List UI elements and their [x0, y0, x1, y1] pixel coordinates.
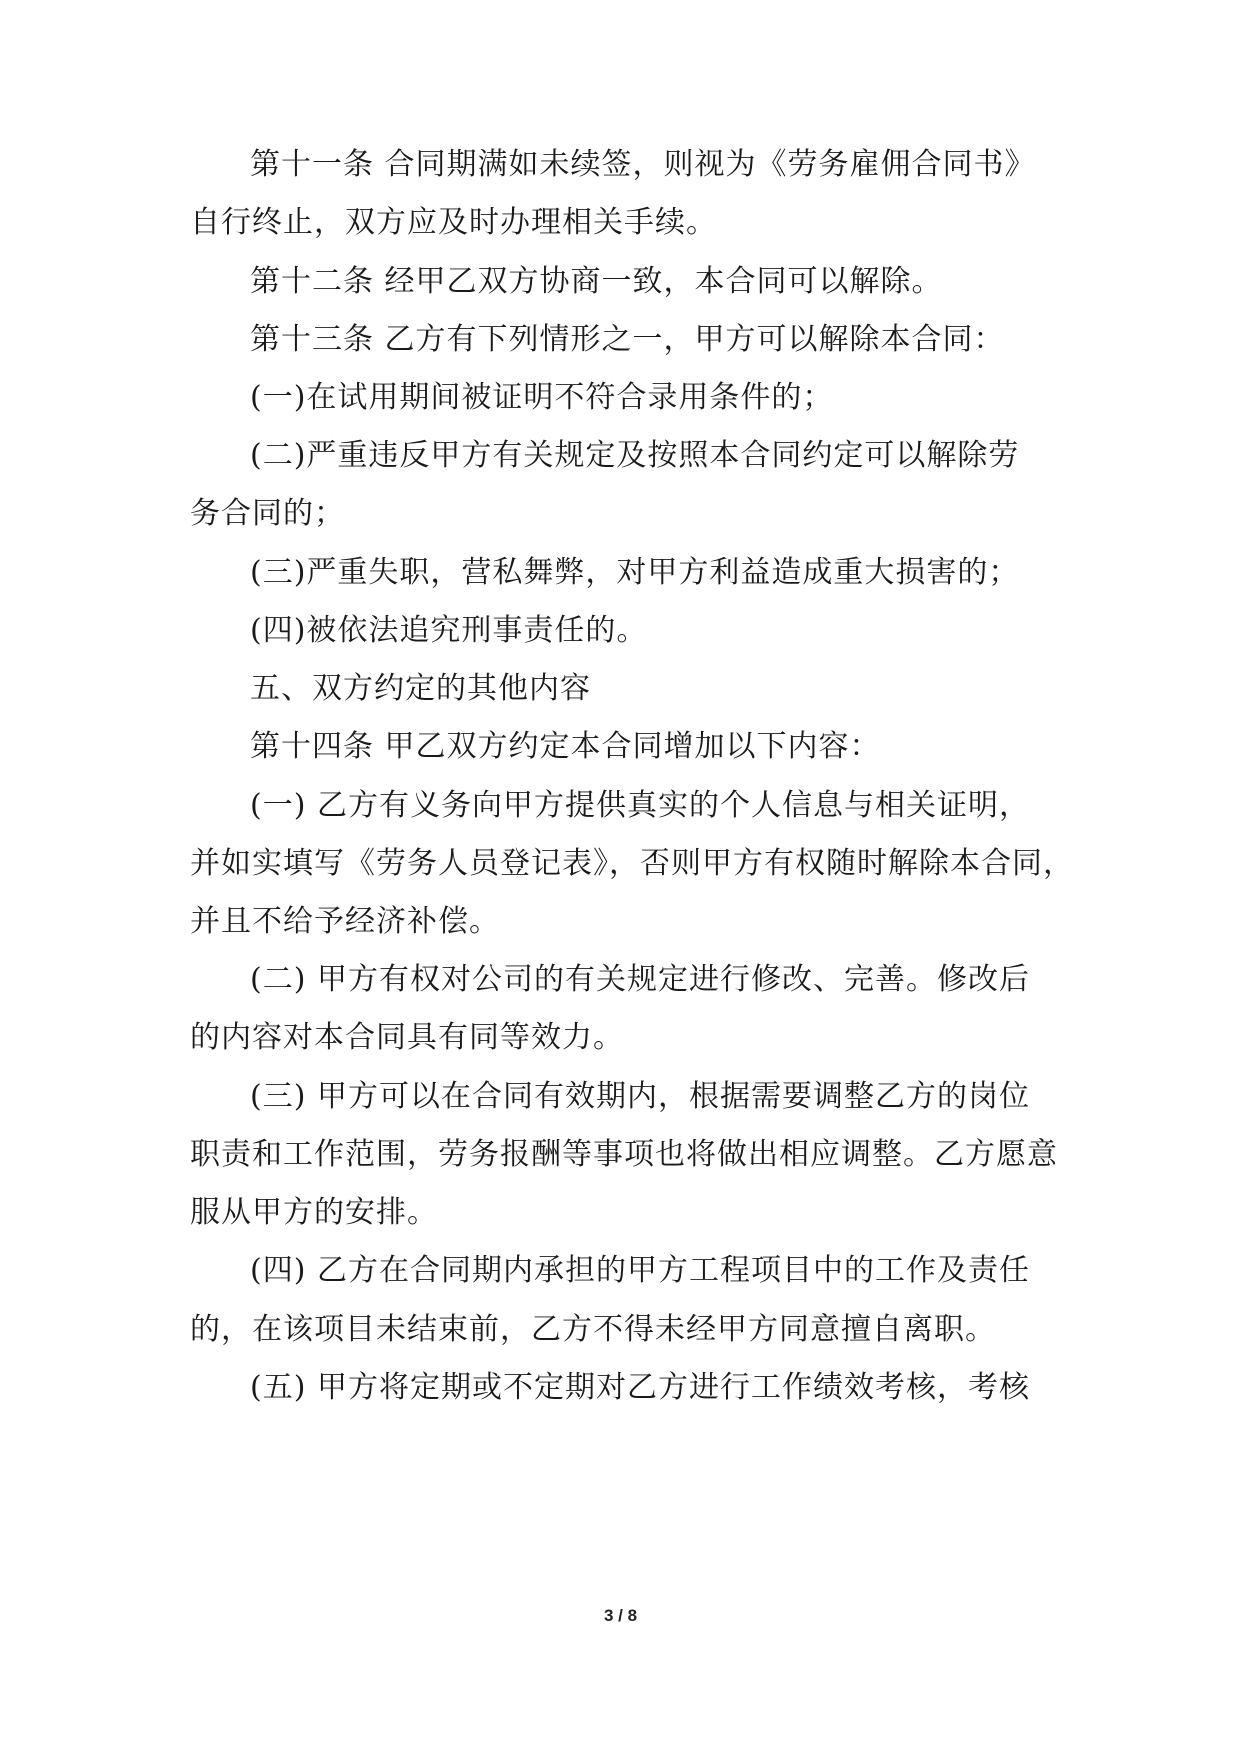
- paragraph-line: (三) 甲方可以在合同有效期内，根据需要调整乙方的岗位: [250, 1079, 1030, 1114]
- paragraph-line: 职责和工作范围，劳务报酬等事项也将做出相应调整。乙方愿意: [190, 1137, 1058, 1172]
- paragraph-line: 的，在该项目未结束前，乙方不得未经甲方同意擅自离职。: [190, 1312, 996, 1347]
- paragraph-line: (五) 甲方将定期或不定期对乙方进行工作绩效考核，考核: [250, 1370, 1030, 1405]
- paragraph-line: (四) 乙方在合同期内承担的甲方工程项目中的工作及责任: [250, 1253, 1030, 1288]
- paragraph-line: 并如实填写《劳务人员登记表》，否则甲方有权随时解除本合同，: [190, 846, 1074, 881]
- paragraph-line: (四)被依法追究刑事责任的。: [250, 613, 648, 648]
- paragraph-line: (一) 乙方有义务向甲方提供真实的个人信息与相关证明，: [250, 788, 1030, 823]
- paragraph-line: (三)严重失职，营私舞弊，对甲方利益造成重大损害的；: [250, 555, 1020, 590]
- paragraph-line: 第十一条 合同期满如未续签，则视为《劳务雇佣合同书》: [250, 147, 1036, 182]
- paragraph-line: 第十二条 经甲乙双方协商一致，本合同可以解除。: [250, 264, 943, 299]
- paragraph-line: 务合同的；: [190, 496, 345, 531]
- paragraph-line: 服从甲方的安排。: [190, 1195, 438, 1230]
- paragraph-line: 的内容对本合同具有同等效力。: [190, 1020, 624, 1055]
- paragraph-line: 第十三条 乙方有下列情形之一，甲方可以解除本合同：: [250, 322, 1005, 357]
- paragraph-line: (二)严重违反甲方有关规定及按照本合同约定可以解除劳: [250, 438, 1020, 473]
- page-number: 3 / 8: [603, 1606, 638, 1625]
- paragraph-line: (一)在试用期间被证明不符合录用条件的；: [250, 380, 834, 415]
- paragraph-line: 第十四条 甲乙双方约定本合同增加以下内容：: [250, 729, 881, 764]
- paragraph-line: 并且不给予经济补偿。: [190, 904, 500, 939]
- paragraph-line: (二) 甲方有权对公司的有关规定进行修改、完善。修改后: [250, 962, 1030, 997]
- section-heading: 五、双方约定的其他内容: [250, 671, 591, 706]
- paragraph-line: 自行终止，双方应及时办理相关手续。: [190, 205, 717, 240]
